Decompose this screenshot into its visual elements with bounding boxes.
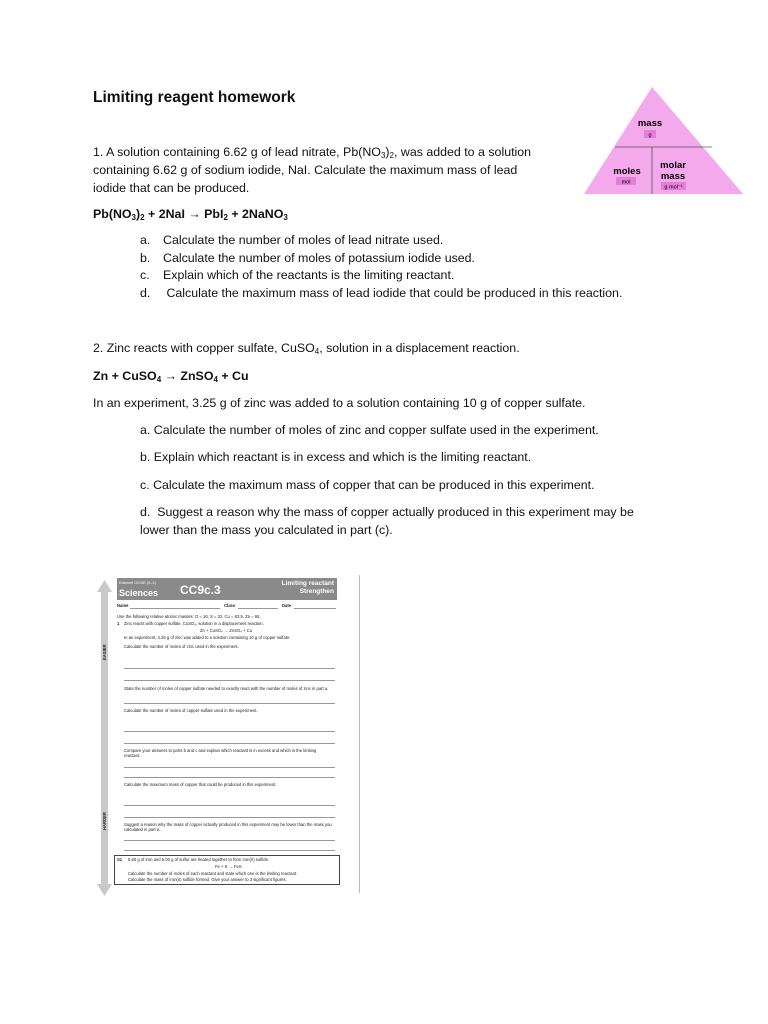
worksheet-answer-line (124, 743, 335, 744)
worksheet-name-line (130, 608, 220, 609)
triangle-mass-unit: g (648, 132, 652, 139)
worksheet-s1-part-a: Calculate the number of moles of each reactant and state which one is the limiting reactant. (128, 871, 298, 876)
worksheet-q-num: 1 (117, 621, 120, 626)
worksheet-name-label: Name (117, 603, 129, 608)
worksheet-answer-line (124, 767, 335, 768)
worksheet-class-line (238, 608, 278, 609)
question-1-part-d: d. Calculate the maximum mass of lead iodide that could be produced in this reaction. (140, 285, 623, 300)
question-2-equation: Zn + CuSO$_4$ → ZnSO$_4$ + Cu (93, 369, 249, 384)
worksheet-s1-text: 5.60 g of iron and 5.00 g of sulfur are heated together to form iron(II) sulfide. (128, 857, 270, 862)
worksheet-series: Edexcel GCSE (9–1) (119, 580, 157, 585)
worksheet-q-experiment: In an experiment, 3.25 g of zinc was added to a solution containing 10 g of copper sulfate. (124, 635, 291, 640)
harder-label: HARDER (102, 812, 107, 830)
worksheet-subject: Sciences (119, 588, 159, 598)
question-1-line-3: iodide that can be produced. (93, 181, 250, 195)
worksheet-answer-line (124, 668, 335, 669)
question-1-line-2: containing 6.62 g of sodium iodide, NaI. Calculate the maximum mass of lead (93, 163, 518, 177)
question-2-part-c: c. Calculate the maximum mass of copper that can be produced in this experiment. (140, 478, 595, 492)
question-2-part-b: b. Explain which reactant is in excess and which is the limiting reactant. (140, 450, 532, 464)
arrow-down-head-icon (97, 884, 112, 896)
question-2-part-d-line-2: lower than the mass you calculated in part (c). (140, 523, 393, 537)
worksheet-answer-line (124, 850, 335, 851)
question-1-parts (140, 231, 700, 301)
worksheet-masses: Use the following relative atomic masses: O = 16, S = 32, Cu = 63.5, Zn = 65. (117, 614, 261, 619)
question-1-text (93, 143, 568, 197)
triangle-molar-label: molar (660, 160, 686, 171)
worksheet-header (117, 578, 337, 600)
worksheet-part-a: Calculate the number of moles of zinc used in the experiment. (124, 644, 239, 649)
worksheet-part-f: Suggest a reason why the mass of copper actually produced in this experiment may be lower than the mass you calculated in part e. (124, 822, 332, 832)
worksheet-code: CC9c.3 (180, 583, 221, 597)
triangle-molar-unit: g mol⁻¹ (664, 184, 683, 191)
worksheet-answer-line (124, 703, 335, 704)
worksheet-s1-num: S1 (117, 857, 123, 862)
formula-triangle (583, 86, 744, 196)
triangle-moles-label: moles (613, 166, 641, 177)
worksheet-part-d: Compare your answers to parts b and c and explain which reactant is in excess and which is the limiting reactant. (124, 748, 317, 758)
worksheet-answer-line (124, 777, 335, 778)
worksheet-part-e: Calculate the maximum mass of copper that could be produced in this experiment. (124, 782, 277, 787)
worksheet-class-label: Class (224, 603, 236, 608)
question-1-part-c: c. Explain which of the reactants is the limiting reactant. (140, 268, 455, 282)
worksheet-answer-line (124, 731, 335, 732)
worksheet-q-intro: Zinc reacts with copper sulfate, CuSO₄, solution in a displacement reaction. (124, 621, 264, 626)
arrow-up-head-icon (97, 580, 112, 592)
question-1-part-b: b. Calculate the number of moles of potassium iodide used. (140, 250, 476, 265)
worksheet-part-b: State the number of moles of copper sulfate needed to exactly react with the number of moles of zinc in part a. (124, 686, 329, 691)
worksheet-date-line (294, 608, 336, 609)
worksheet-date-label: Date (282, 603, 292, 608)
question-2-intro: 2. Zinc reacts with copper sulfate, CuSO$_4$, solution in a displacement reaction. (93, 341, 520, 356)
question-2-part-d-line-1: d. Suggest a reason why the mass of copper actually produced in this experiment may be (140, 505, 634, 519)
worksheet-q-equation: Zn + CuSO₄ → ZnSO₄ + Cu (200, 628, 253, 633)
worksheet-answer-line (124, 817, 335, 818)
triangle-mass-label: mass (637, 118, 663, 129)
worksheet-answer-line (124, 805, 335, 806)
question-1-line-1: 1. A solution containing 6.62 g of lead nitrate, $Pb(NO_3)_2$, was added to a solution (93, 145, 532, 160)
worksheet-part-c: Calculate the number of moles of copper sulfate used in the experiment. (124, 708, 258, 713)
worksheet-s1-equation: Fe + S → FeS (215, 864, 242, 869)
page-title: Limiting reagent homework (93, 89, 296, 106)
triangle-molar-mass-label: mass (660, 171, 686, 182)
question-2-part-a: a. Calculate the number of moles of zinc and copper sulfate used in the experiment. (140, 423, 599, 437)
question-2-experiment: In an experiment, 3.25 g of zinc was added to a solution containing 10 g of copper sulfate. (93, 396, 586, 410)
worksheet-right-border (359, 575, 360, 893)
worksheet-s1-part-b: Calculate the mass of iron(II) sulfide formed. Give your answer to 3 significant figures. (128, 877, 287, 882)
question-1-part-a: a. Calculate the number of moles of lead nitrate used. (140, 233, 444, 247)
worksheet-topic: Limiting reactant Strengthen (281, 580, 334, 595)
question-1-equation: $Pb(NO_3)_2 + 2NaI \to PbI_2$ + 2NaNO$_3$ (93, 207, 288, 222)
triangle-moles-unit: mol (621, 179, 631, 186)
easier-label: EASIER (102, 644, 107, 660)
difficulty-arrow (101, 590, 108, 890)
worksheet-answer-line (124, 840, 335, 841)
worksheet-answer-line (124, 680, 335, 681)
